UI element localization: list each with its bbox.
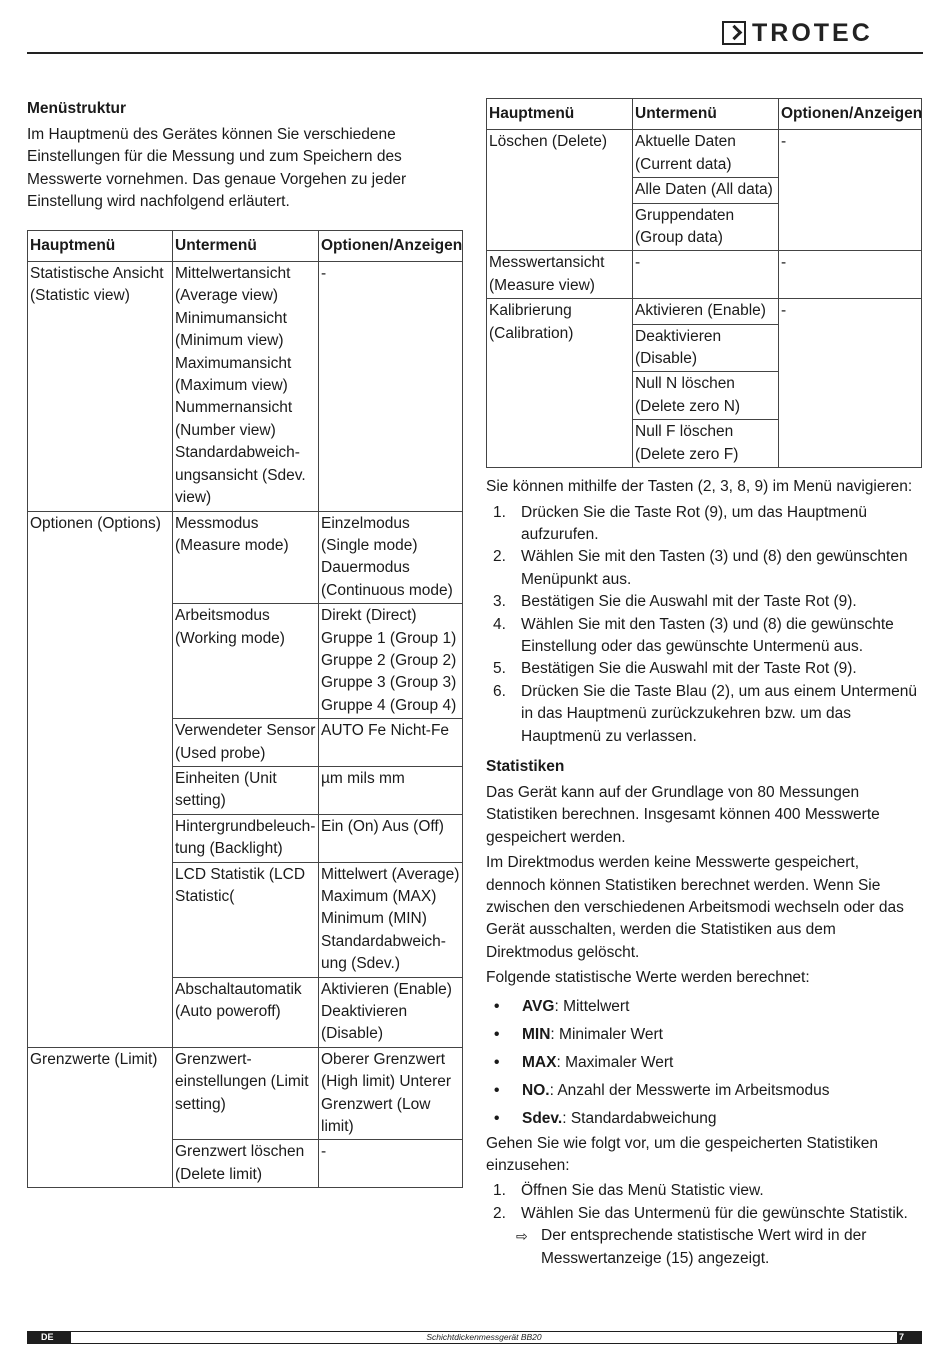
col-header-main: Hauptmenü — [28, 230, 173, 261]
stats-list — [486, 993, 922, 1133]
stats-paragraph-3: Folgende statistische Werte werden berechnet: — [486, 969, 810, 987]
list-item: 5. Bestätigen Sie die Auswahl mit der Taste Rot (9). — [493, 660, 857, 678]
table-row — [487, 130, 922, 178]
col-header-sub: Untermenü — [633, 99, 779, 130]
submenu-cell: Gruppendaten (Group data) — [633, 203, 779, 251]
submenu-cell: LCD Statistik (LCD Statistic( — [173, 862, 319, 977]
submenu-cell: Grenzwert löschen (Delete limit) — [173, 1140, 319, 1188]
table-header-row — [28, 230, 463, 261]
submenu-cell: Messmodus (Measure mode) — [173, 511, 319, 604]
submenu-cell: Arbeitsmodus (Working mode) — [173, 604, 319, 719]
page-number: 7 — [898, 1332, 904, 1342]
col-header-main: Hauptmenü — [487, 99, 633, 130]
step-text: Wählen Sie mit den Tasten (3) und (8) den gewünschten Menüpunkt aus. — [521, 548, 908, 588]
list-item: 2. Wählen Sie mit den Tasten (3) und (8) den gewünschten Menüpunkt aus. — [493, 548, 908, 588]
options-cell: Mittelwert (Average) Maximum (MAX) Minimum (MIN) Standardabweich-ung (Sdev.) — [319, 862, 463, 977]
header-rule — [27, 52, 923, 54]
step-text: Drücken Sie die Taste Rot (9), um das Hauptmenü aufzurufen. — [521, 503, 868, 543]
list-item — [486, 1105, 922, 1133]
step-text: Wählen Sie mit den Tasten (3) und (8) die gewünschte Einstellung oder das gewünschte Untermenü aus. — [521, 615, 894, 655]
col-header-options: Optionen/Anzeigen — [319, 230, 463, 261]
stat-key: Sdev. — [522, 1109, 563, 1127]
list-item: 6. Drücken Sie die Taste Blau (2), um aus einem Untermenü in das Hauptmenü zurückzukehren bzw. um das Hauptmenü zu verlassen. — [493, 682, 918, 745]
left-column — [27, 98, 463, 1188]
options-cell: - — [779, 251, 922, 299]
options-cell: - — [319, 1140, 463, 1188]
section-heading-statistics: Statistiken — [486, 757, 565, 775]
stat-key: AVG — [522, 997, 555, 1015]
col-header-sub: Untermenü — [173, 230, 319, 261]
options-cell: Ein (On) Aus (Off) — [319, 814, 463, 862]
section-heading-menu-structure: Menüstruktur — [27, 100, 127, 117]
submenu-cell: Aktivieren (Enable) — [633, 299, 779, 324]
trotec-logo — [722, 18, 873, 48]
col-header-options: Optionen/Anzeigen — [779, 99, 922, 130]
right-column — [486, 98, 922, 1270]
nav-intro: Sie können mithilfe der Tasten (2, 3, 8, 9) im Menü navigieren: — [486, 478, 913, 496]
brand-name: TROTEC — [752, 18, 873, 47]
table-row — [487, 251, 922, 299]
table-row — [28, 1047, 463, 1140]
step-text: Drücken Sie die Taste Blau (2), um aus einem Untermenü in das Hauptmenü zurückzukehren bzw. um das Hauptmenü zu verlassen. — [521, 682, 918, 745]
stat-desc: : Maximaler Wert — [556, 1053, 674, 1071]
list-item — [486, 1021, 922, 1049]
submenu-cell: - — [633, 251, 779, 299]
table-row — [28, 511, 463, 604]
options-cell: Einzelmodus (Single mode) Dauermodus (Continuous mode) — [319, 511, 463, 604]
step-text: Öffnen Sie das Menü Statistic view. — [521, 1182, 764, 1200]
nav-steps-list — [486, 502, 922, 748]
view-steps-list — [486, 1180, 922, 1225]
submenu-cell: Aktuelle Daten (Current data) — [633, 130, 779, 178]
intro-paragraph: Im Hauptmenü des Gerätes können Sie verschiedene Einstellungen für die Messung und zum Speichern des Messwerte vornehmen. Das genaue Vorgehen zu jeder Einstellung wird nachfolgend erläutert. — [27, 126, 407, 211]
options-cell: AUTO Fe Nicht-Fe — [319, 719, 463, 767]
submenu-cell: Mittelwertansicht (Average view) Minimumansicht (Minimum view) Maximumansicht (Maximum view) Nummernansicht (Number view) Standardabweich-ungsansicht (Sdev. view) — [173, 262, 319, 511]
table-row — [487, 299, 922, 324]
list-item — [486, 1049, 922, 1077]
options-cell: Direkt (Direct) Gruppe 1 (Group 1) Gruppe 2 (Group 2) Gruppe 3 (Group 3) Gruppe 4 (Group 4) — [319, 604, 463, 719]
view-intro: Gehen Sie wie folgt vor, um die gespeicherten Statistiken einzusehen: — [486, 1134, 879, 1175]
list-item: 1. Öffnen Sie das Menü Statistic view. — [493, 1182, 764, 1200]
options-cell: - — [319, 262, 463, 511]
menu-table-right — [486, 98, 922, 468]
submenu-cell: Deaktivieren (Disable) — [633, 324, 779, 372]
submenu-cell: Abschaltautomatik (Auto poweroff) — [173, 977, 319, 1047]
main-menu-cell: Messwertansicht (Measure view) — [487, 251, 633, 299]
submenu-cell: Grenzwert-einstellungen (Limit setting) — [173, 1047, 319, 1140]
step-text: Bestätigen Sie die Auswahl mit der Taste Rot (9). — [521, 593, 857, 611]
stat-desc: : Standardabweichung — [562, 1109, 717, 1127]
main-menu-cell: Löschen (Delete) — [487, 130, 633, 251]
result-arrow-icon: ⇨ — [516, 1228, 528, 1245]
options-cell: - — [779, 299, 922, 468]
stats-paragraph-1: Das Gerät kann auf der Grundlage von 80 Messungen Statistiken berechnen. Insgesamt können 400 Messwerte gespeichert werden. — [486, 783, 880, 846]
stat-key: MIN — [522, 1025, 551, 1043]
list-item — [486, 1077, 922, 1105]
submenu-cell: Verwendeter Sensor (Used probe) — [173, 719, 319, 767]
table-header-row — [487, 99, 922, 130]
submenu-cell: Einheiten (Unit setting) — [173, 766, 319, 814]
main-menu-cell: Statistische Ansicht (Statistic view) — [28, 262, 173, 511]
main-menu-cell: Grenzwerte (Limit) — [28, 1047, 173, 1187]
main-menu-cell: Kalibrierung (Calibration) — [487, 299, 633, 468]
footer-language: DE — [41, 1332, 54, 1342]
step-text: Wählen Sie das Untermenü für die gewünschte Statistik. — [521, 1204, 908, 1222]
list-item: 4. Wählen Sie mit den Tasten (3) und (8) die gewünschte Einstellung oder das gewünschte Untermenü aus. — [493, 615, 894, 655]
options-cell: Oberer Grenzwert (High limit) Unterer Grenzwert (Low limit) — [319, 1047, 463, 1140]
submenu-cell: Hintergrundbeleuch-tung (Backlight) — [173, 814, 319, 862]
list-item: 1. Drücken Sie die Taste Rot (9), um das Hauptmenü aufzurufen. — [493, 503, 868, 543]
table-row — [28, 262, 463, 511]
menu-table-left — [27, 230, 463, 1189]
options-cell: µm mils mm — [319, 766, 463, 814]
step-text: Bestätigen Sie die Auswahl mit der Taste Rot (9). — [521, 660, 857, 678]
list-item — [486, 993, 922, 1021]
list-item: 2. Wählen Sie das Untermenü für die gewünschte Statistik. — [493, 1204, 908, 1222]
list-item: 3. Bestätigen Sie die Auswahl mit der Taste Rot (9). — [493, 593, 857, 611]
submenu-cell: Alle Daten (All data) — [633, 178, 779, 203]
submenu-cell: Null N löschen (Delete zero N) — [633, 372, 779, 420]
options-cell: - — [779, 130, 922, 251]
page-footer — [27, 1331, 922, 1344]
stat-desc: : Anzahl der Messwerte im Arbeitsmodus — [549, 1081, 830, 1099]
stat-key: NO. — [522, 1081, 550, 1099]
stat-desc: : Mittelwert — [554, 997, 630, 1015]
submenu-cell: Null F löschen (Delete zero F) — [633, 420, 779, 468]
footer-title: Schichtdickenmessgerät BB20 — [71, 1331, 897, 1344]
result-text: Der entsprechende statistische Wert wird in der Messwertanzeige (15) angezeigt. — [541, 1227, 867, 1267]
stats-paragraph-2: Im Direktmodus werden keine Messwerte gespeichert, dennoch können Statistiken berechnet werden. Wenn Sie zwischen den verschiedenen Arbeitsmodi wechseln oder das Gerät ausschalten, werden die Statistiken aus dem Direktmodus gelöscht. — [486, 854, 904, 961]
stat-desc: : Minimaler Wert — [550, 1025, 663, 1043]
result-line — [486, 1225, 922, 1270]
options-cell: Aktivieren (Enable) Deaktivieren (Disable) — [319, 977, 463, 1047]
chevron-logo-icon — [722, 21, 746, 45]
main-menu-cell: Optionen (Options) — [28, 511, 173, 1047]
stat-key: MAX — [522, 1053, 557, 1071]
